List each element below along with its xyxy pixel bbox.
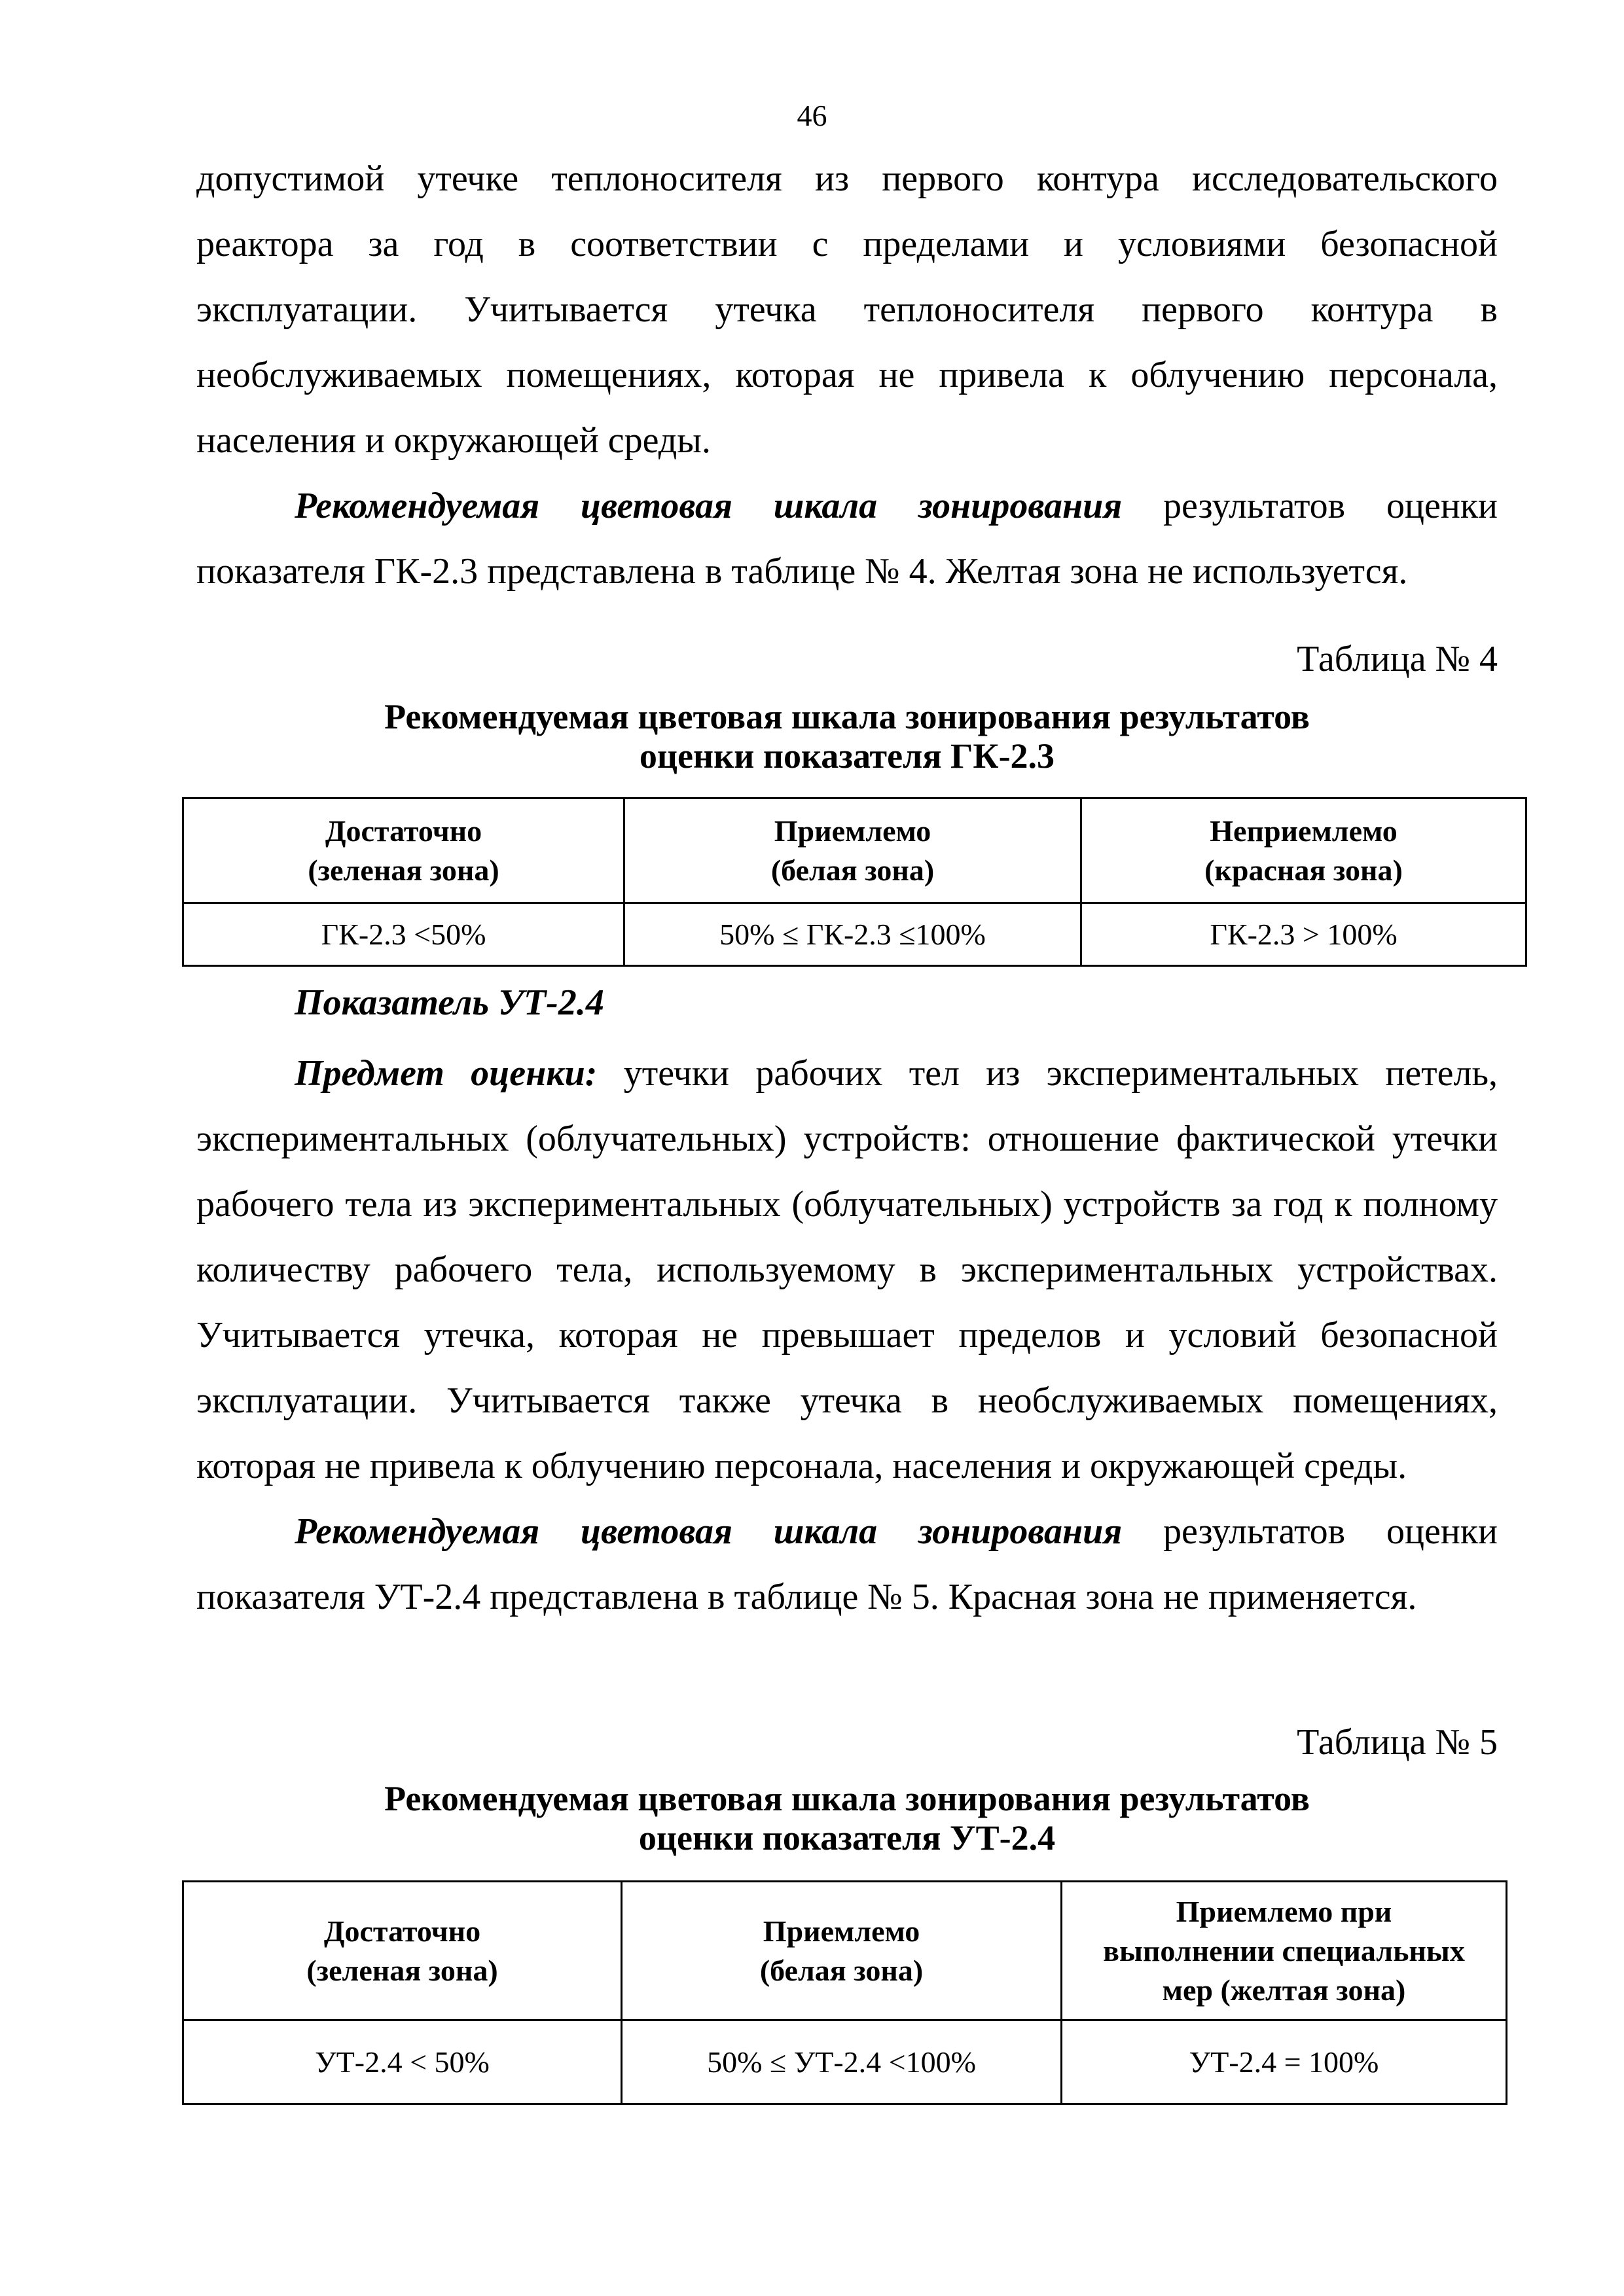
- paragraph-table5-intro: [196, 1499, 1498, 1630]
- table-header-row: [183, 798, 1526, 903]
- header-line: Приемлемо: [763, 1914, 920, 1948]
- table-title-line: оценки показателя ГК-2.3: [639, 736, 1055, 776]
- paragraph-rest: результатов оценки показателя ГК-2.3 представлена в таблице № 4. Желтая зона не используется.: [196, 486, 1498, 592]
- header-line: мер (желтая зона): [1162, 1973, 1406, 2007]
- assessment-section: [196, 1041, 1498, 1630]
- header-cell-white: [622, 1882, 1062, 2020]
- header-line: Приемлемо при: [1176, 1894, 1392, 1928]
- header-line: Приемлемо: [774, 814, 931, 848]
- emphasis-lead: Предмет оценки:: [295, 1053, 598, 1094]
- header-line: Неприемлемо: [1210, 814, 1398, 848]
- table-row: [183, 903, 1526, 966]
- paragraph-rest: результатов оценки показателя УТ-2.4 представлена в таблице № 5. Красная зона не применяется.: [196, 1511, 1498, 1617]
- header-cell-red: [1081, 798, 1526, 903]
- value-cell-yellow: УТ-2.4 = 100%: [1062, 2020, 1507, 2104]
- header-cell-green: [183, 1882, 622, 2020]
- header-line: (зеленая зона): [306, 1953, 498, 1987]
- header-cell-white: [624, 798, 1081, 903]
- indicator-heading: Показатель УТ-2.4: [295, 982, 604, 1023]
- emphasis-lead: Рекомендуемая цветовая шкала зонирования: [295, 1511, 1123, 1552]
- value-cell-white: 50% ≤ УТ-2.4 <100%: [622, 2020, 1062, 2104]
- header-line: (зеленая зона): [308, 853, 499, 887]
- header-line: (белая зона): [770, 853, 935, 887]
- header-line: (красная зона): [1204, 853, 1403, 887]
- paragraph-table4-intro: [196, 473, 1498, 604]
- header-line: Достаточно: [323, 1914, 481, 1948]
- header-line: (белая зона): [759, 1953, 924, 1987]
- table-number: Таблица № 5: [1297, 1722, 1498, 1763]
- zone-table-ut: [182, 1880, 1507, 2105]
- table-row: [183, 2020, 1507, 2104]
- header-cell-yellow: [1062, 1882, 1507, 2020]
- table-number: Таблица № 4: [1297, 639, 1498, 679]
- paragraph-text: допустимой утечке теплоносителя из первого контура исследовательского реактора за год в соответствии с пределами и условиями безопасной эксплуатации. Учитывается утечка теплоносителя первого контура в необслуживаемых помещениях, которая не привела к облучению персонала, населения и окружающей среды.: [196, 158, 1498, 461]
- table-title-line: Рекомендуемая цветовая шкала зонирования результатов: [384, 1779, 1310, 1818]
- zone-table-gk: [182, 797, 1527, 967]
- paragraph-subject: [196, 1041, 1498, 1499]
- page-number: 46: [797, 99, 827, 132]
- header-line: выполнении специальных: [1103, 1933, 1465, 1967]
- value-cell-green: ГК-2.3 <50%: [183, 903, 624, 966]
- emphasis-lead: Рекомендуемая цветовая шкала зонирования: [295, 486, 1123, 526]
- table-title-line: оценки показателя УТ-2.4: [638, 1818, 1056, 1857]
- table-title-line: Рекомендуемая цветовая шкала зонирования результатов: [384, 697, 1310, 736]
- table-header-row: [183, 1882, 1507, 2020]
- value-cell-white: 50% ≤ ГК-2.3 ≤100%: [624, 903, 1081, 966]
- value-cell-red: ГК-2.3 > 100%: [1081, 903, 1526, 966]
- paragraph-rest: утечки рабочих тел из экспериментальных петель, экспериментальных (облучательных) устройств: отношение фактической утечки рабочего тела из экспериментальных (облучательных) устройств за год к полному количеству рабочего тела, используемому в экспериментальных устройствах. Учитывается утечка, которая не превышает пределов и условий безопасной эксплуатации. Учитывается также утечка в необслуживаемых помещениях, которая не привела к облучению персонала, населения и окружающей среды.: [196, 1053, 1498, 1486]
- value-cell-green: УТ-2.4 < 50%: [183, 2020, 622, 2104]
- header-cell-green: [183, 798, 624, 903]
- table-title: [196, 697, 1498, 776]
- table-title: [196, 1779, 1498, 1857]
- header-line: Достаточно: [325, 814, 482, 848]
- paragraph-continuation: [196, 146, 1498, 604]
